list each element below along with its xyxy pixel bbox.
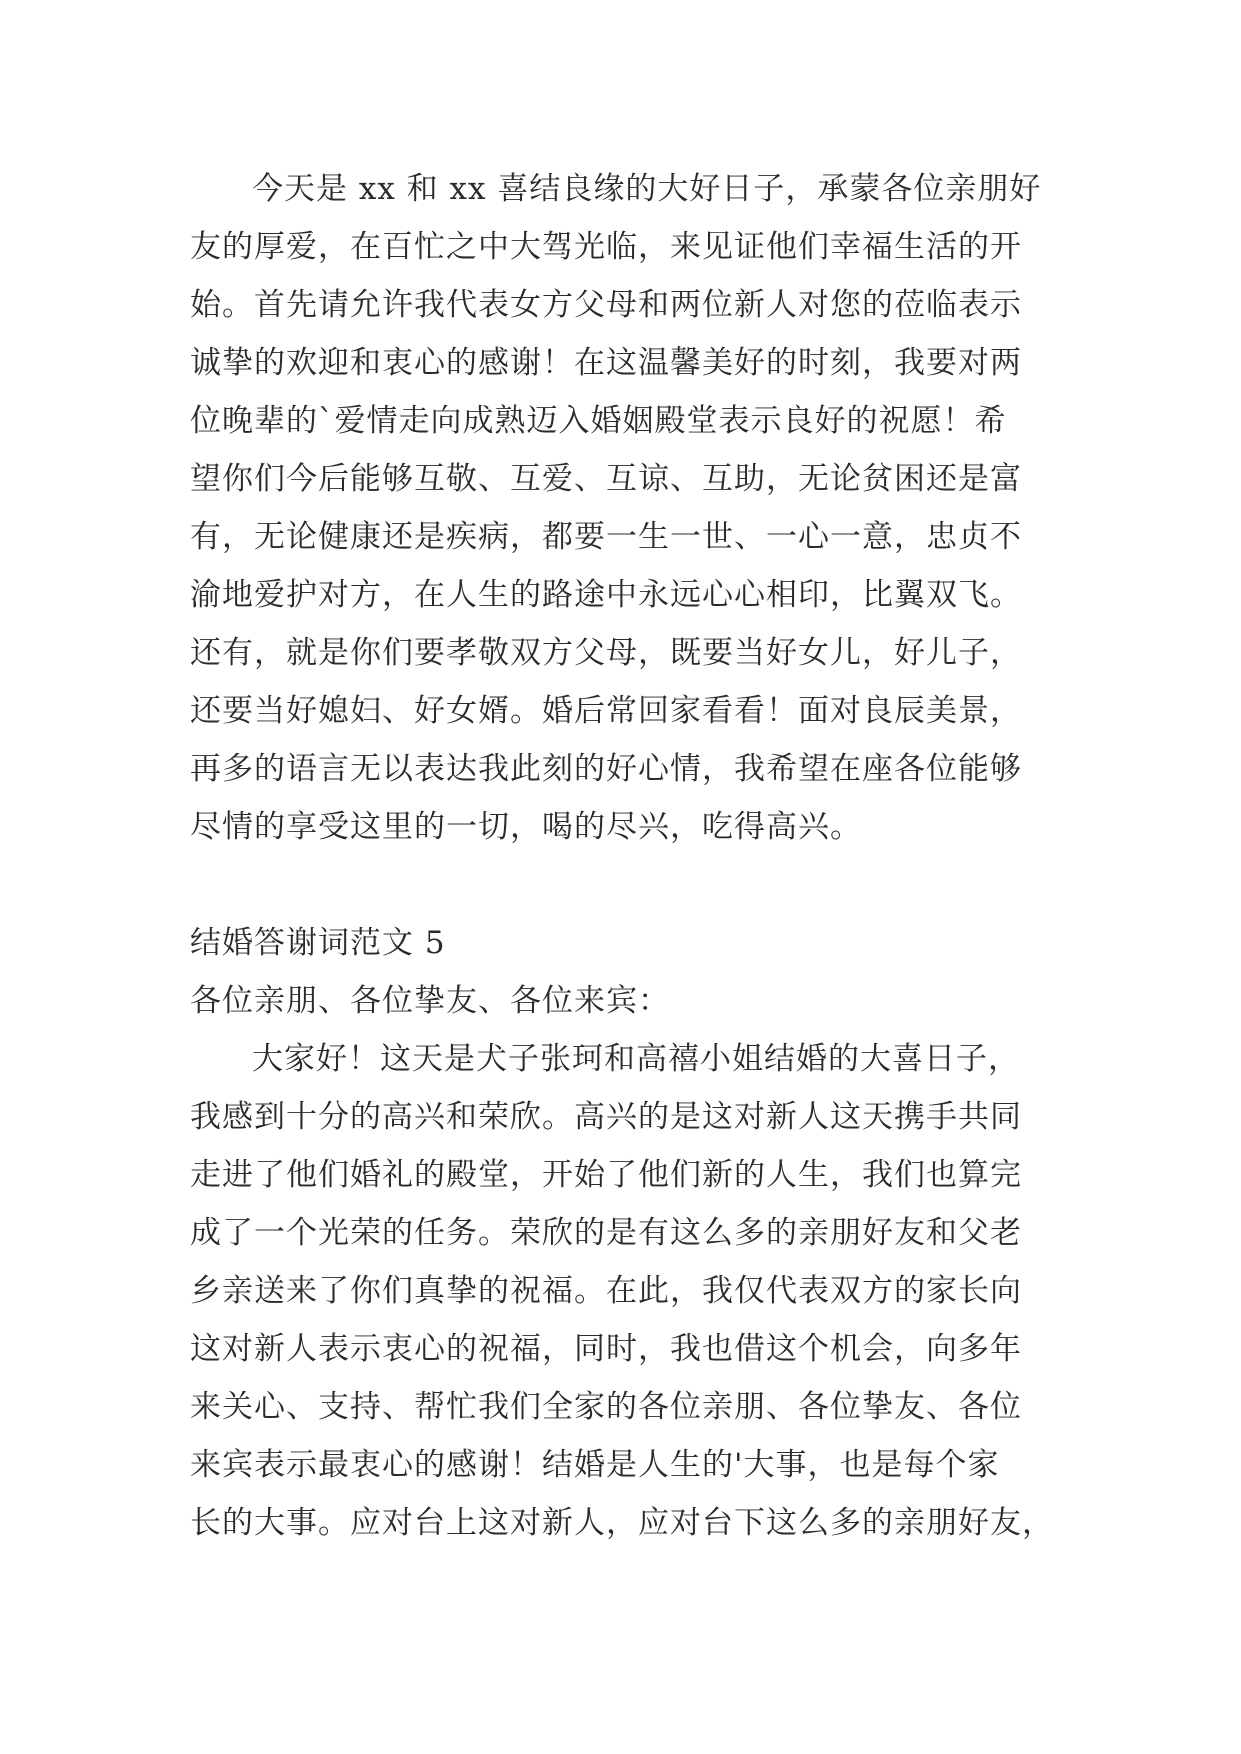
paragraph-toast — [190, 160, 1068, 856]
text-line: 来关心、支持、帮忙我们全家的各位亲朋、各位挚友、各位 — [190, 1389, 1022, 1425]
text-line: 友的厚爱，在百忙之中大驾光临，来见证他们幸福生活的开 — [190, 229, 1022, 265]
text-line: 还要当好媳妇、好女婿。婚后常回家看看！面对良辰美景， — [190, 693, 1022, 729]
text-line: 位晚辈的`爱情走向成熟迈入婚姻殿堂表示良好的祝愿！希 — [190, 403, 1007, 439]
text-line: 渝地爱护对方，在人生的路途中永远心心相印，比翼双飞。 — [190, 577, 1022, 613]
section-heading: 结婚答谢词范文 5 — [190, 925, 446, 961]
text-line: 尽情的享受这里的一切，喝的尽兴，吃得高兴。 — [190, 809, 862, 845]
paragraph-thanks — [190, 1030, 1068, 1552]
text-line: 望你们今后能够互敬、互爱、互谅、互助，无论贫困还是富 — [190, 461, 1022, 497]
text-line: 始。首先请允许我代表女方父母和两位新人对您的莅临表示 — [190, 287, 1022, 323]
text-line: 有，无论健康还是疾病，都要一生一世、一心一意，忠贞不 — [190, 519, 1022, 555]
text-line: 大家好！这天是犬子张珂和高禧小姐结婚的大喜日子， — [252, 1041, 1020, 1077]
text-line: 乡亲送来了你们真挚的祝福。在此，我仅代表双方的家长向 — [190, 1273, 1022, 1309]
text-line: 诚挚的欢迎和衷心的感谢！在这温馨美好的时刻，我要对两 — [190, 345, 1022, 381]
document-body — [190, 160, 1068, 1552]
text-line: 我感到十分的高兴和荣欣。高兴的是这对新人这天携手共同 — [190, 1099, 1022, 1135]
text-line: 今天是 xx 和 xx 喜结良缘的大好日子，承蒙各位亲朋好 — [252, 171, 1042, 207]
salutation: 各位亲朋、各位挚友、各位来宾： — [190, 983, 670, 1019]
text-line: 走进了他们婚礼的殿堂，开始了他们新的人生，我们也算完 — [190, 1157, 1022, 1193]
text-line: 这对新人表示衷心的祝福，同时，我也借这个机会，向多年 — [190, 1331, 1022, 1367]
text-line: 还有，就是你们要孝敬双方父母，既要当好女儿，好儿子， — [190, 635, 1022, 671]
text-line: 成了一个光荣的任务。荣欣的是有这么多的亲朋好友和父老 — [190, 1215, 1022, 1251]
text-line: 再多的语言无以表达我此刻的好心情，我希望在座各位能够 — [190, 751, 1022, 787]
text-line: 来宾表示最衷心的感谢！结婚是人生的'大事，也是每个家 — [190, 1447, 1000, 1483]
text-line: 长的大事。应对台上这对新人，应对台下这么多的亲朋好友， — [190, 1505, 1054, 1541]
